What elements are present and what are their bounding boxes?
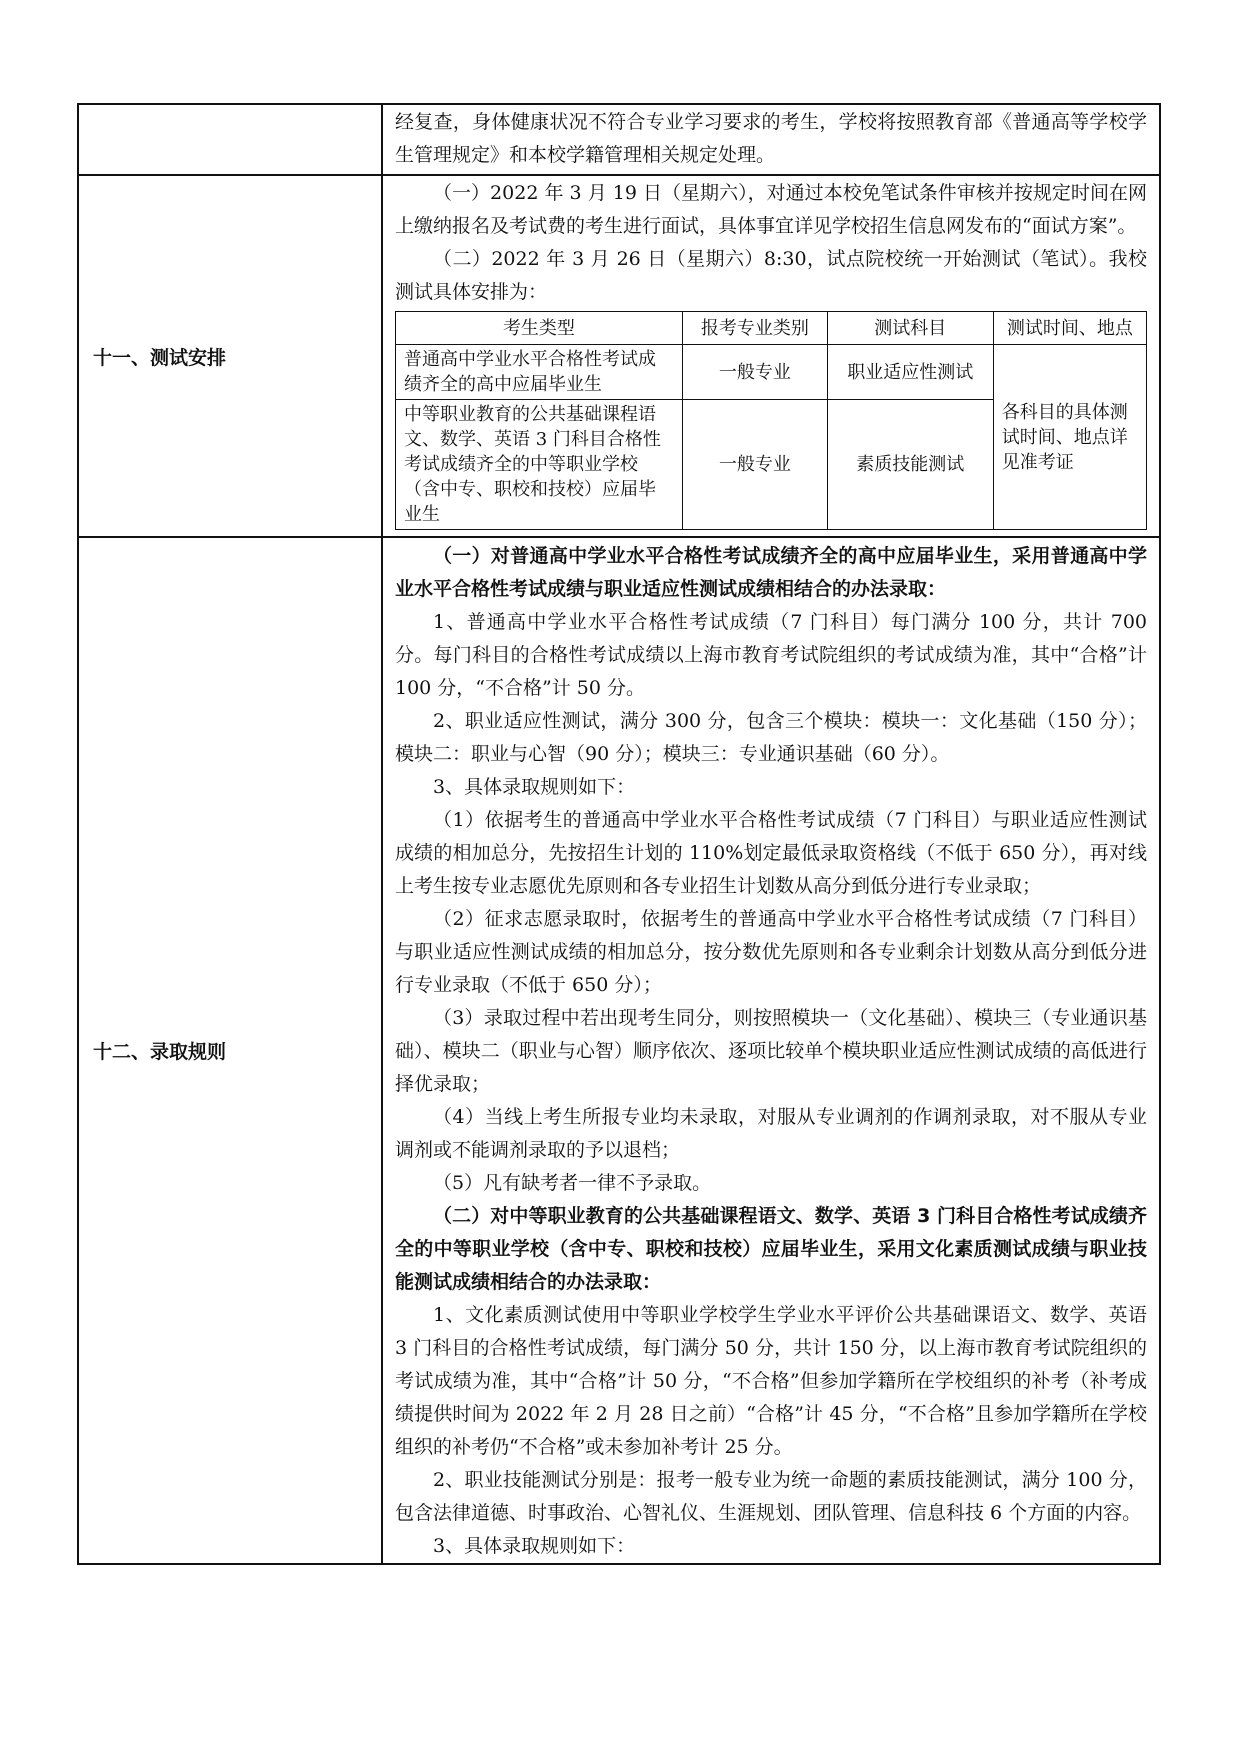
major-category-cell: 一般专业: [682, 345, 827, 400]
header-major-category: 报考专业类别: [682, 312, 827, 345]
rule-heading: （一）对普通高中学业水平合格性考试成绩齐全的高中应届毕业生，采用普通高中学业水平合格性考试成绩与职业适应性测试成绩相结合的办法录取：: [395, 545, 1147, 600]
row-health-recheck: [78, 104, 1160, 175]
admission-rules-list: [395, 538, 1147, 1563]
admission-table: [77, 103, 1161, 1565]
section-label-admission-rules: 十二、录取规则: [78, 537, 382, 1564]
test-schedule-table: [395, 311, 1147, 530]
rule-paragraph: （3）录取过程中若出现考生同分，则按照模块一（文化基础）、模块三（专业通识基础）、模块二（职业与心智）顺序依次、逐项比较单个模块职业适应性测试成绩的高低进行择优录取；: [395, 1007, 1147, 1095]
section-label-test-arrangement: 十一、测试安排: [78, 175, 382, 537]
rule-heading: （二）对中等职业教育的公共基础课程语文、数学、英语 3 门科目合格性考试成绩齐全的中等职业学校（含中专、职校和技校）应届毕业生，采用文化素质测试成绩与职业技能测试成绩相结合的办法录取：: [395, 1205, 1147, 1293]
section-content-admission-rules: [382, 537, 1160, 1564]
major-category-cell: 一般专业: [682, 400, 827, 530]
health-recheck-text: 经复查，身体健康状况不符合专业学习要求的考生，学校将按照教育部《普通高等学校学生管理规定》和本校学籍管理相关规定处理。: [395, 111, 1147, 166]
candidate-type-cell: 普通高中学业水平合格性考试成绩齐全的高中应届毕业生: [396, 345, 683, 400]
rule-paragraph: 3、具体录取规则如下：: [433, 1535, 636, 1557]
header-test-subject: 测试科目: [827, 312, 993, 345]
rule-paragraph: 1、文化素质测试使用中等职业学校学生学业水平评价公共基础课语文、数学、英语 3 门科目的合格性考试成绩，每门满分 50 分，共计 150 分，以上海市教育考试院组织的考试成绩为准，其中“合格”计 50 分，“不合格”但参加学籍所在学校组织的补考（补考成绩提供时间为 2022 年 2 月 28 日之前）“合格”计 45 分，“不合格”且参加学籍所在学校组织的补考仍“不合格”或未参加补考计 25 分。: [395, 1304, 1147, 1458]
time-place-cell: 各科目的具体测试时间、地点详见准考证: [993, 345, 1146, 530]
rule-paragraph: 1、普通高中学业水平合格性考试成绩（7 门科目）每门满分 100 分，共计 700 分。每门科目的合格性考试成绩以上海市教育考试院组织的考试成绩为准，其中“合格”计 100 分，“不合格”计 50 分。: [395, 611, 1147, 699]
row-content-health: [382, 104, 1160, 175]
test-subject-cell: 素质技能测试: [827, 400, 993, 530]
schedule-row: [396, 345, 1147, 400]
rule-paragraph: 3、具体录取规则如下：: [433, 776, 636, 798]
rule-paragraph: （4）当线上考生所报专业均未录取，对服从专业调剂的作调剂录取，对不服从专业调剂或不能调剂录取的予以退档；: [395, 1106, 1147, 1161]
rule-paragraph: （1）依据考生的普通高中学业水平合格性考试成绩（7 门科目）与职业适应性测试成绩的相加总分，先按招生计划的 110%划定最低录取资格线（不低于 650 分），再对线上考生按专业志愿优先原则和各专业招生计划数从高分到低分进行专业录取；: [395, 809, 1147, 897]
candidate-type-cell: 中等职业教育的公共基础课程语文、数学、英语 3 门科目合格性考试成绩齐全的中等职业学校（含中专、职校和技校）应届毕业生: [396, 400, 683, 530]
rule-paragraph: （2）征求志愿录取时，依据考生的普通高中学业水平合格性考试成绩（7 门科目）与职业适应性测试成绩的相加总分，按分数优先原则和各专业剩余计划数从高分到低分进行专业录取（不低于 650 分）；: [395, 908, 1147, 996]
rule-paragraph: （5）凡有缺考者一律不予录取。: [433, 1172, 712, 1194]
rule-paragraph: 2、职业适应性测试，满分 300 分，包含三个模块：模块一：文化基础（150 分）；模块二：职业与心智（90 分）；模块三：专业通识基础（60 分）。: [395, 710, 1147, 765]
interview-paragraph: （一）2022 年 3 月 19 日（星期六），对通过本校免笔试条件审核并按规定时间在网上缴纳报名及考试费的考生进行面试，具体事宜详见学校招生信息网发布的“面试方案”。: [395, 182, 1147, 237]
header-candidate-type: 考生类型: [396, 312, 683, 345]
test-subject-cell: 职业适应性测试: [827, 345, 993, 400]
row-test-arrangement: [78, 175, 1160, 537]
section-content-test-arrangement: [382, 175, 1160, 537]
document-page: [77, 103, 1161, 1565]
written-test-paragraph: （二）2022 年 3 月 26 日（星期六）8:30，试点院校统一开始测试（笔试）。我校测试具体安排为：: [395, 248, 1147, 303]
header-time-place: 测试时间、地点: [993, 312, 1146, 345]
rule-paragraph: 2、职业技能测试分别是：报考一般专业为统一命题的素质技能测试，满分 100 分，包含法律道德、时事政治、心智礼仪、生涯规划、团队管理、信息科技 6 个方面的内容。: [395, 1469, 1147, 1524]
row-label-empty: [78, 104, 382, 175]
row-admission-rules: [78, 537, 1160, 1564]
schedule-header-row: [396, 312, 1147, 345]
